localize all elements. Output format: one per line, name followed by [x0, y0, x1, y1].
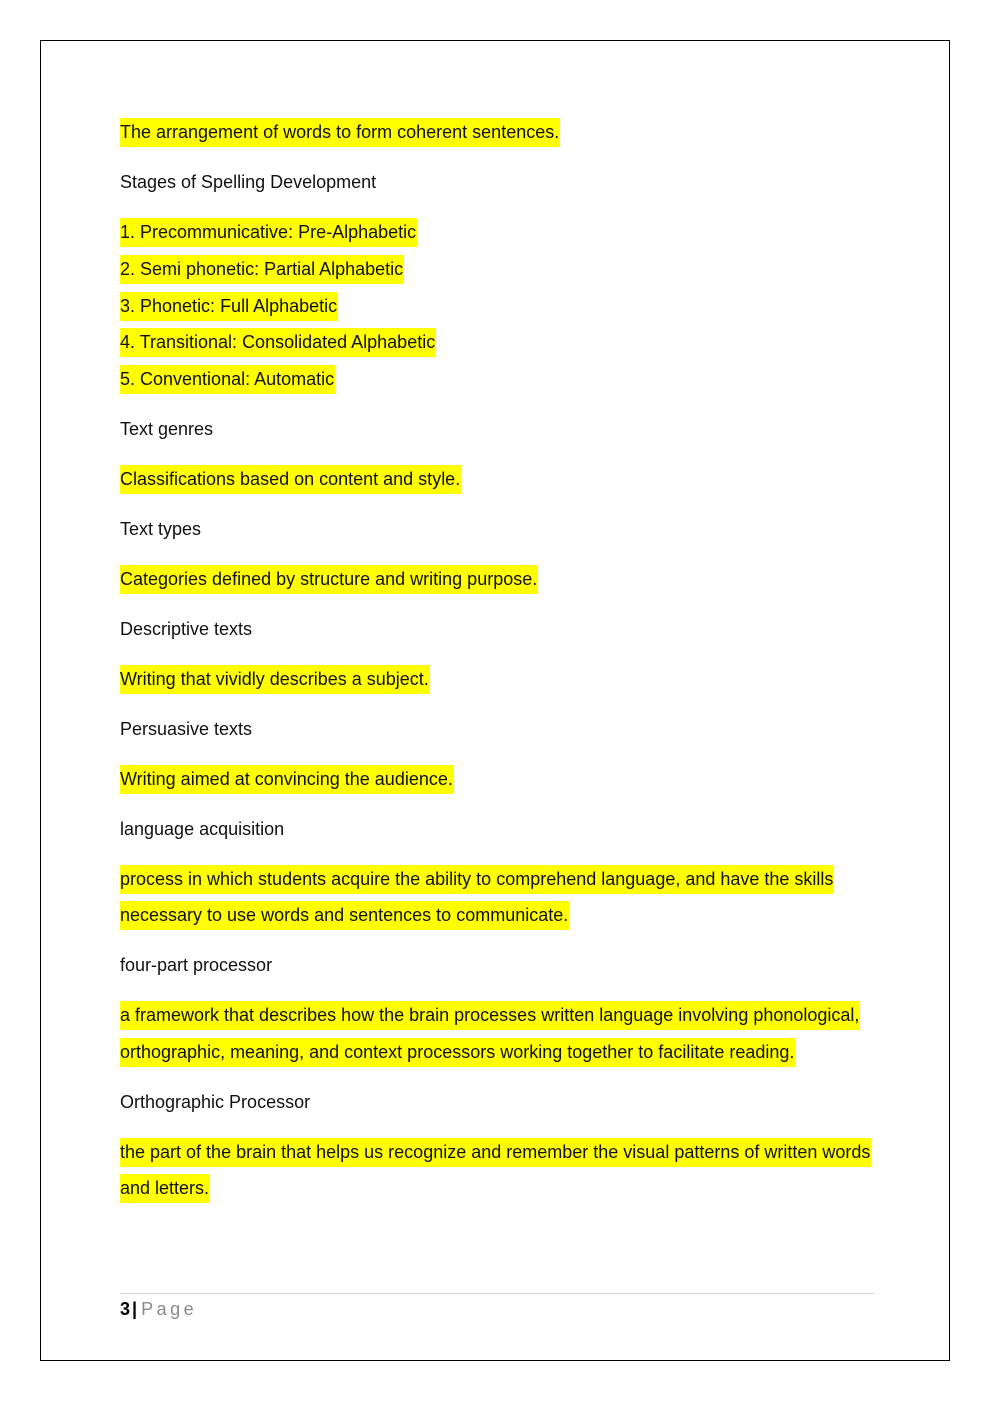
highlighted-text: The arrangement of words to form coherent sentences.	[120, 118, 560, 147]
list-item: 5. Conventional: Automatic	[120, 361, 876, 398]
definition-four-part-processor: a framework that describes how the brain processes written language involving phonological, orthographic, meaning, and context processors working together to facilitate reading.	[120, 997, 876, 1070]
term-persuasive-texts: Persuasive texts	[120, 718, 253, 739]
spelling-stages-list	[120, 214, 876, 398]
document-body	[120, 114, 876, 1220]
term-text-types: Text types	[120, 518, 202, 539]
page-number: 3	[120, 1299, 131, 1319]
term-four-part-processor: four-part processor	[120, 955, 273, 976]
list-item: 2. Semi phonetic: Partial Alphabetic	[120, 251, 876, 288]
term-spelling-stages: Stages of Spelling Development	[120, 172, 377, 192]
term-text-genres: Text genres	[120, 418, 214, 439]
definition-persuasive-texts: Writing aimed at convincing the audience.	[120, 761, 876, 798]
term-descriptive-texts: Descriptive texts	[120, 618, 253, 639]
page-footer	[120, 1293, 875, 1321]
list-item: 1. Precommunicative: Pre-Alphabetic	[120, 214, 876, 251]
footer-separator: |	[132, 1299, 138, 1319]
definition-language-acquisition: process in which students acquire the ability to comprehend language, and have the skills necessary to use words and sentences to communicate.	[120, 861, 876, 934]
page-label: Page	[141, 1299, 198, 1319]
list-item: 3. Phonetic: Full Alphabetic	[120, 288, 876, 325]
definition-orthographic-processor: the part of the brain that helps us recognize and remember the visual patterns of written words and letters.	[120, 1134, 876, 1207]
list-item: 4. Transitional: Consolidated Alphabetic	[120, 324, 876, 361]
definition-descriptive-texts: Writing that vividly describes a subject.	[120, 661, 876, 698]
term-language-acquisition: language acquisition	[120, 818, 285, 839]
definition-text-types: Categories defined by structure and writing purpose.	[120, 561, 876, 598]
definition-syntax	[120, 114, 876, 151]
term-orthographic-processor: Orthographic Processor	[120, 1091, 311, 1112]
definition-text-genres: Classifications based on content and style.	[120, 461, 876, 498]
